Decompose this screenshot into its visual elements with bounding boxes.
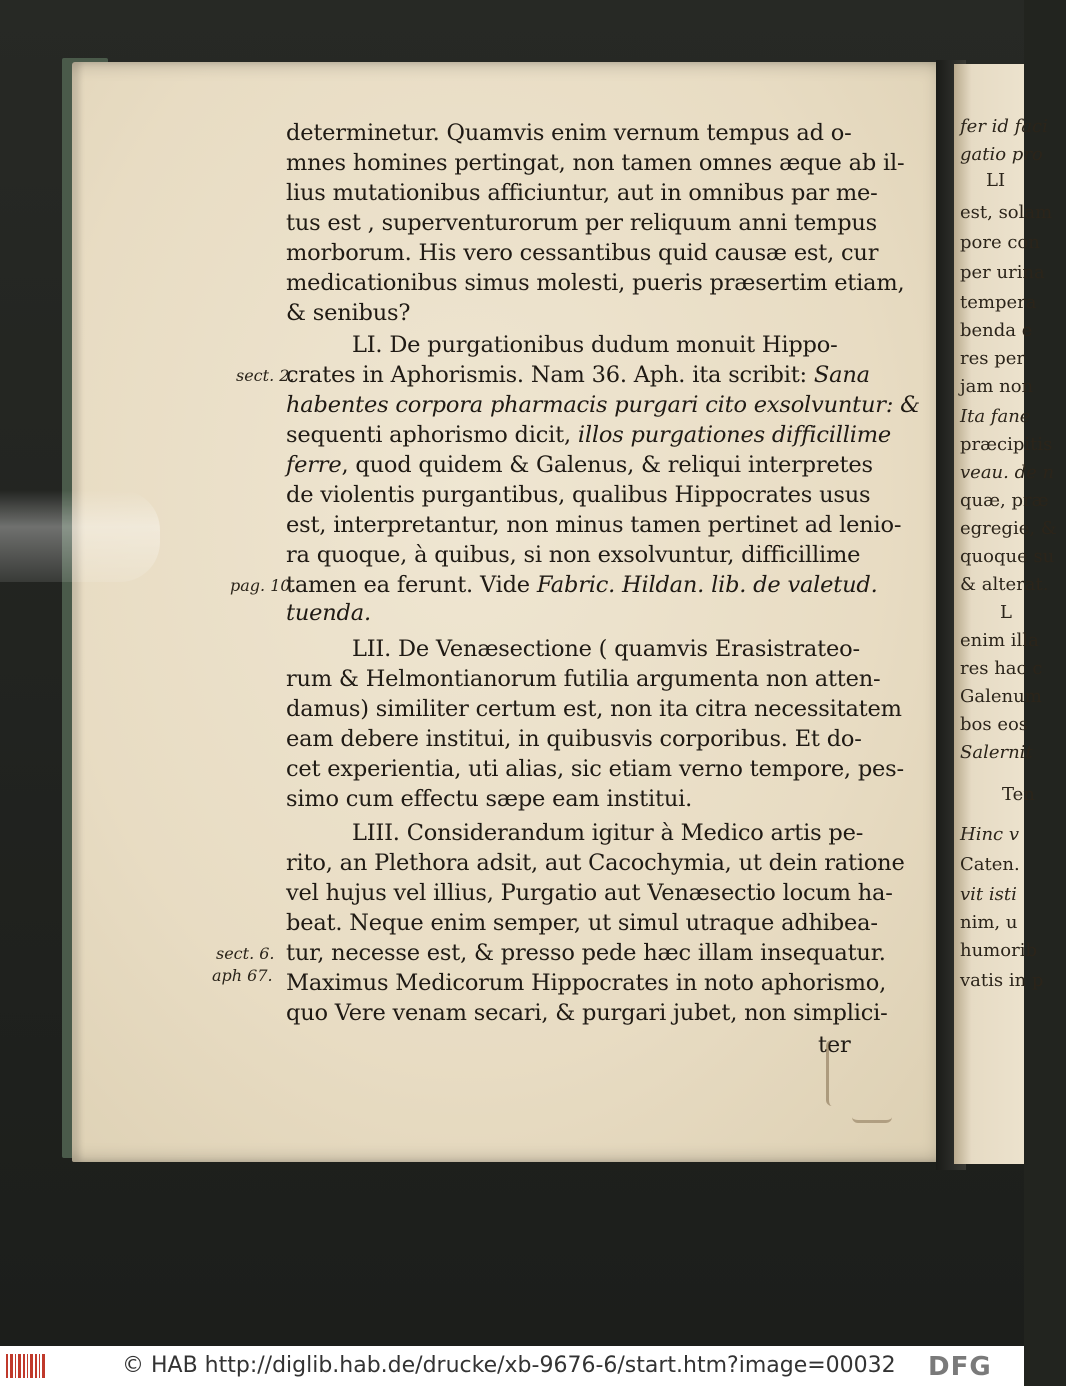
text-line: quo Vere venam secari, & purgari jubet, non simplici- xyxy=(286,1000,888,1026)
facing-line: vit isti xyxy=(960,884,1017,905)
text-line: cet experientia, uti alias, sic etiam verno tempore, pes- xyxy=(286,756,904,782)
text-line: habentes corpora pharmacis purgari cito exsolvuntur: & xyxy=(286,392,920,418)
text-line: & senibus? xyxy=(286,300,411,326)
facing-line: & alterat. xyxy=(960,574,1049,595)
text-line: beat. Neque enim semper, ut simul utraque adhibea- xyxy=(286,910,878,936)
text-line: damus) similiter certum est, non ita citra necessitatem xyxy=(286,696,902,722)
text-line: morborum. His vero cessantibus quid causæ est, cur xyxy=(286,240,879,266)
facing-line: Ita fane xyxy=(960,406,1031,427)
text-line: tur, necesse est, & presso pede hæc illam insequatur. xyxy=(286,940,886,966)
margin-note-sect6: sect. 6. xyxy=(216,944,275,963)
text-line: Maximus Medicorum Hippocrates in noto aphorismo, xyxy=(286,970,887,996)
facing-line: Galenum xyxy=(960,686,1042,707)
facing-line: Salernit xyxy=(960,742,1033,763)
text-line: tus est , superventurorum per reliquum anni tempus xyxy=(286,210,878,236)
paragraph-51-heading: LI. De purgationibus dudum monuit Hippo- xyxy=(352,332,838,358)
facing-line: L xyxy=(1000,602,1012,623)
facing-line: tempera xyxy=(960,292,1037,313)
text-line: rum & Helmontianorum futilia argumenta non atten- xyxy=(286,666,881,692)
facing-line: benda e xyxy=(960,320,1033,341)
text-line: medicationibus simus molesti, pueris præsertim etiam, xyxy=(286,270,905,296)
ink-stain xyxy=(826,1040,841,1106)
paragraph-53-heading: LIII. Considerandum igitur à Medico artis pe- xyxy=(352,820,864,846)
dfg-logo[interactable]: DFG xyxy=(928,1352,992,1382)
paragraph-52-heading: LII. De Venæsectione ( quamvis Erasistrateo- xyxy=(352,636,860,662)
facing-line: Hinc v xyxy=(960,824,1020,845)
facing-line: LI xyxy=(986,170,1006,191)
text-line: vel hujus vel illius, Purgatio aut Venæsectio locum ha- xyxy=(286,880,893,906)
facing-line: veau. de n xyxy=(960,462,1055,483)
text-line: lius mutationibus afficiuntur, aut in omnibus par me- xyxy=(286,180,878,206)
facing-line: res hac c xyxy=(960,658,1043,679)
ink-stain xyxy=(852,1110,892,1123)
text-line: rito, an Plethora adsit, aut Cacochymia, ut dein ratione xyxy=(286,850,905,876)
facing-line: jam non xyxy=(960,376,1034,397)
text-line: eam debere institui, in quibusvis corporibus. Et do- xyxy=(286,726,862,752)
text-line: ra quoque, à quibus, si non exsolvuntur, difficillime xyxy=(286,542,861,568)
facing-line: enim illa xyxy=(960,630,1039,651)
facing-line: humorib xyxy=(960,940,1037,961)
facing-line: præcipitis xyxy=(960,434,1053,455)
facing-line: res per xyxy=(960,348,1025,369)
facing-line: Ten xyxy=(1002,784,1035,805)
text-line: simo cum effectu sæpe eam institui. xyxy=(286,786,693,812)
text-line: tuenda. xyxy=(286,600,371,626)
text-line: ferre, quod quidem & Galenus, & reliqui interpretes xyxy=(286,452,873,478)
text-line: tamen ea ferunt. Vide Fabric. Hildan. lib. de valetud. xyxy=(286,572,878,598)
text-line: sequenti aphorismo dicit, illos purgationes difficillime xyxy=(286,422,891,448)
facing-line: egregie, & xyxy=(960,518,1057,539)
facing-line: est, solam xyxy=(960,202,1053,223)
facing-line: bos eos xyxy=(960,714,1029,735)
facing-line: nim, u xyxy=(960,912,1018,933)
margin-note-pag10: pag. 10. xyxy=(230,576,296,595)
text-line: de violentis purgantibus, qualibus Hippocrates usus xyxy=(286,482,871,508)
facing-line: vatis in p xyxy=(960,970,1044,991)
text-line: crates in Aphorismis. Nam 36. Aph. ita scribit: Sana xyxy=(286,362,870,388)
text-line: mnes homines pertingat, non tamen omnes æque ab il- xyxy=(286,150,905,176)
facing-line: quoque su xyxy=(960,546,1055,567)
facing-line: per urina xyxy=(960,262,1045,283)
margin-note-sect2: sect. 2. xyxy=(236,366,295,385)
facing-line: pore con xyxy=(960,232,1040,253)
scanner-glare xyxy=(0,490,160,582)
facing-line: Caten. xyxy=(960,854,1020,875)
text-line: est, interpretantur, non minus tamen pertinet ad lenio- xyxy=(286,512,902,538)
margin-note-aph67: aph 67. xyxy=(212,966,273,985)
facing-line: gatio pro xyxy=(960,144,1043,165)
facing-line: quæ, præ xyxy=(960,490,1049,511)
text-line: determinetur. Quamvis enim vernum tempus ad o- xyxy=(286,120,852,146)
copyright-link[interactable]: © HAB http://diglib.hab.de/drucke/xb-9676-6/start.htm?image=00032 xyxy=(122,1353,896,1378)
footer-bar xyxy=(0,1346,1024,1386)
catchword: ter xyxy=(818,1032,851,1058)
facing-line: fer id faci xyxy=(960,116,1048,137)
barcode-icon xyxy=(6,1352,46,1380)
